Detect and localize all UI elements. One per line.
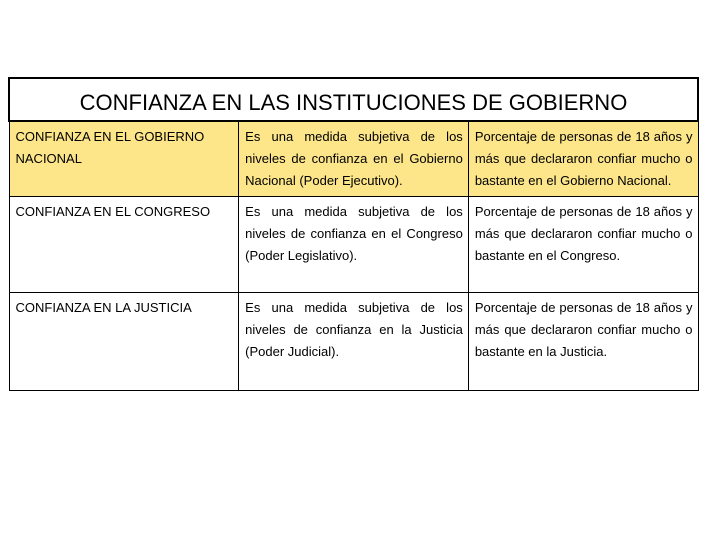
institutions-table <box>8 77 699 391</box>
row-indicator: Porcentaje de personas de 18 años y más que declararon confiar mucho o bastante en el Gobierno Nacional. <box>468 121 698 197</box>
row-indicator: Porcentaje de personas de 18 años y más que declararon confiar mucho o bastante en la Justicia. <box>468 293 698 391</box>
row-name: CONFIANZA EN EL GOBIERNO NACIONAL <box>9 121 239 197</box>
table-header-row <box>9 78 698 121</box>
table-title: CONFIANZA EN LAS INSTITUCIONES DE GOBIERNO <box>9 78 698 121</box>
row-name: CONFIANZA EN EL CONGRESO <box>9 197 239 293</box>
row-definition: Es una medida subjetiva de los niveles de confianza en el Congreso (Poder Legislativo). <box>239 197 469 293</box>
row-definition: Es una medida subjetiva de los niveles de confianza en el Gobierno Nacional (Poder Ejecutivo). <box>239 121 469 197</box>
table-row <box>9 121 698 197</box>
row-definition: Es una medida subjetiva de los niveles de confianza en la Justicia (Poder Judicial). <box>239 293 469 391</box>
row-name: CONFIANZA EN LA JUSTICIA <box>9 293 239 391</box>
table-row <box>9 293 698 391</box>
row-indicator: Porcentaje de personas de 18 años y más que declararon confiar mucho o bastante en el Congreso. <box>468 197 698 293</box>
table-row <box>9 197 698 293</box>
